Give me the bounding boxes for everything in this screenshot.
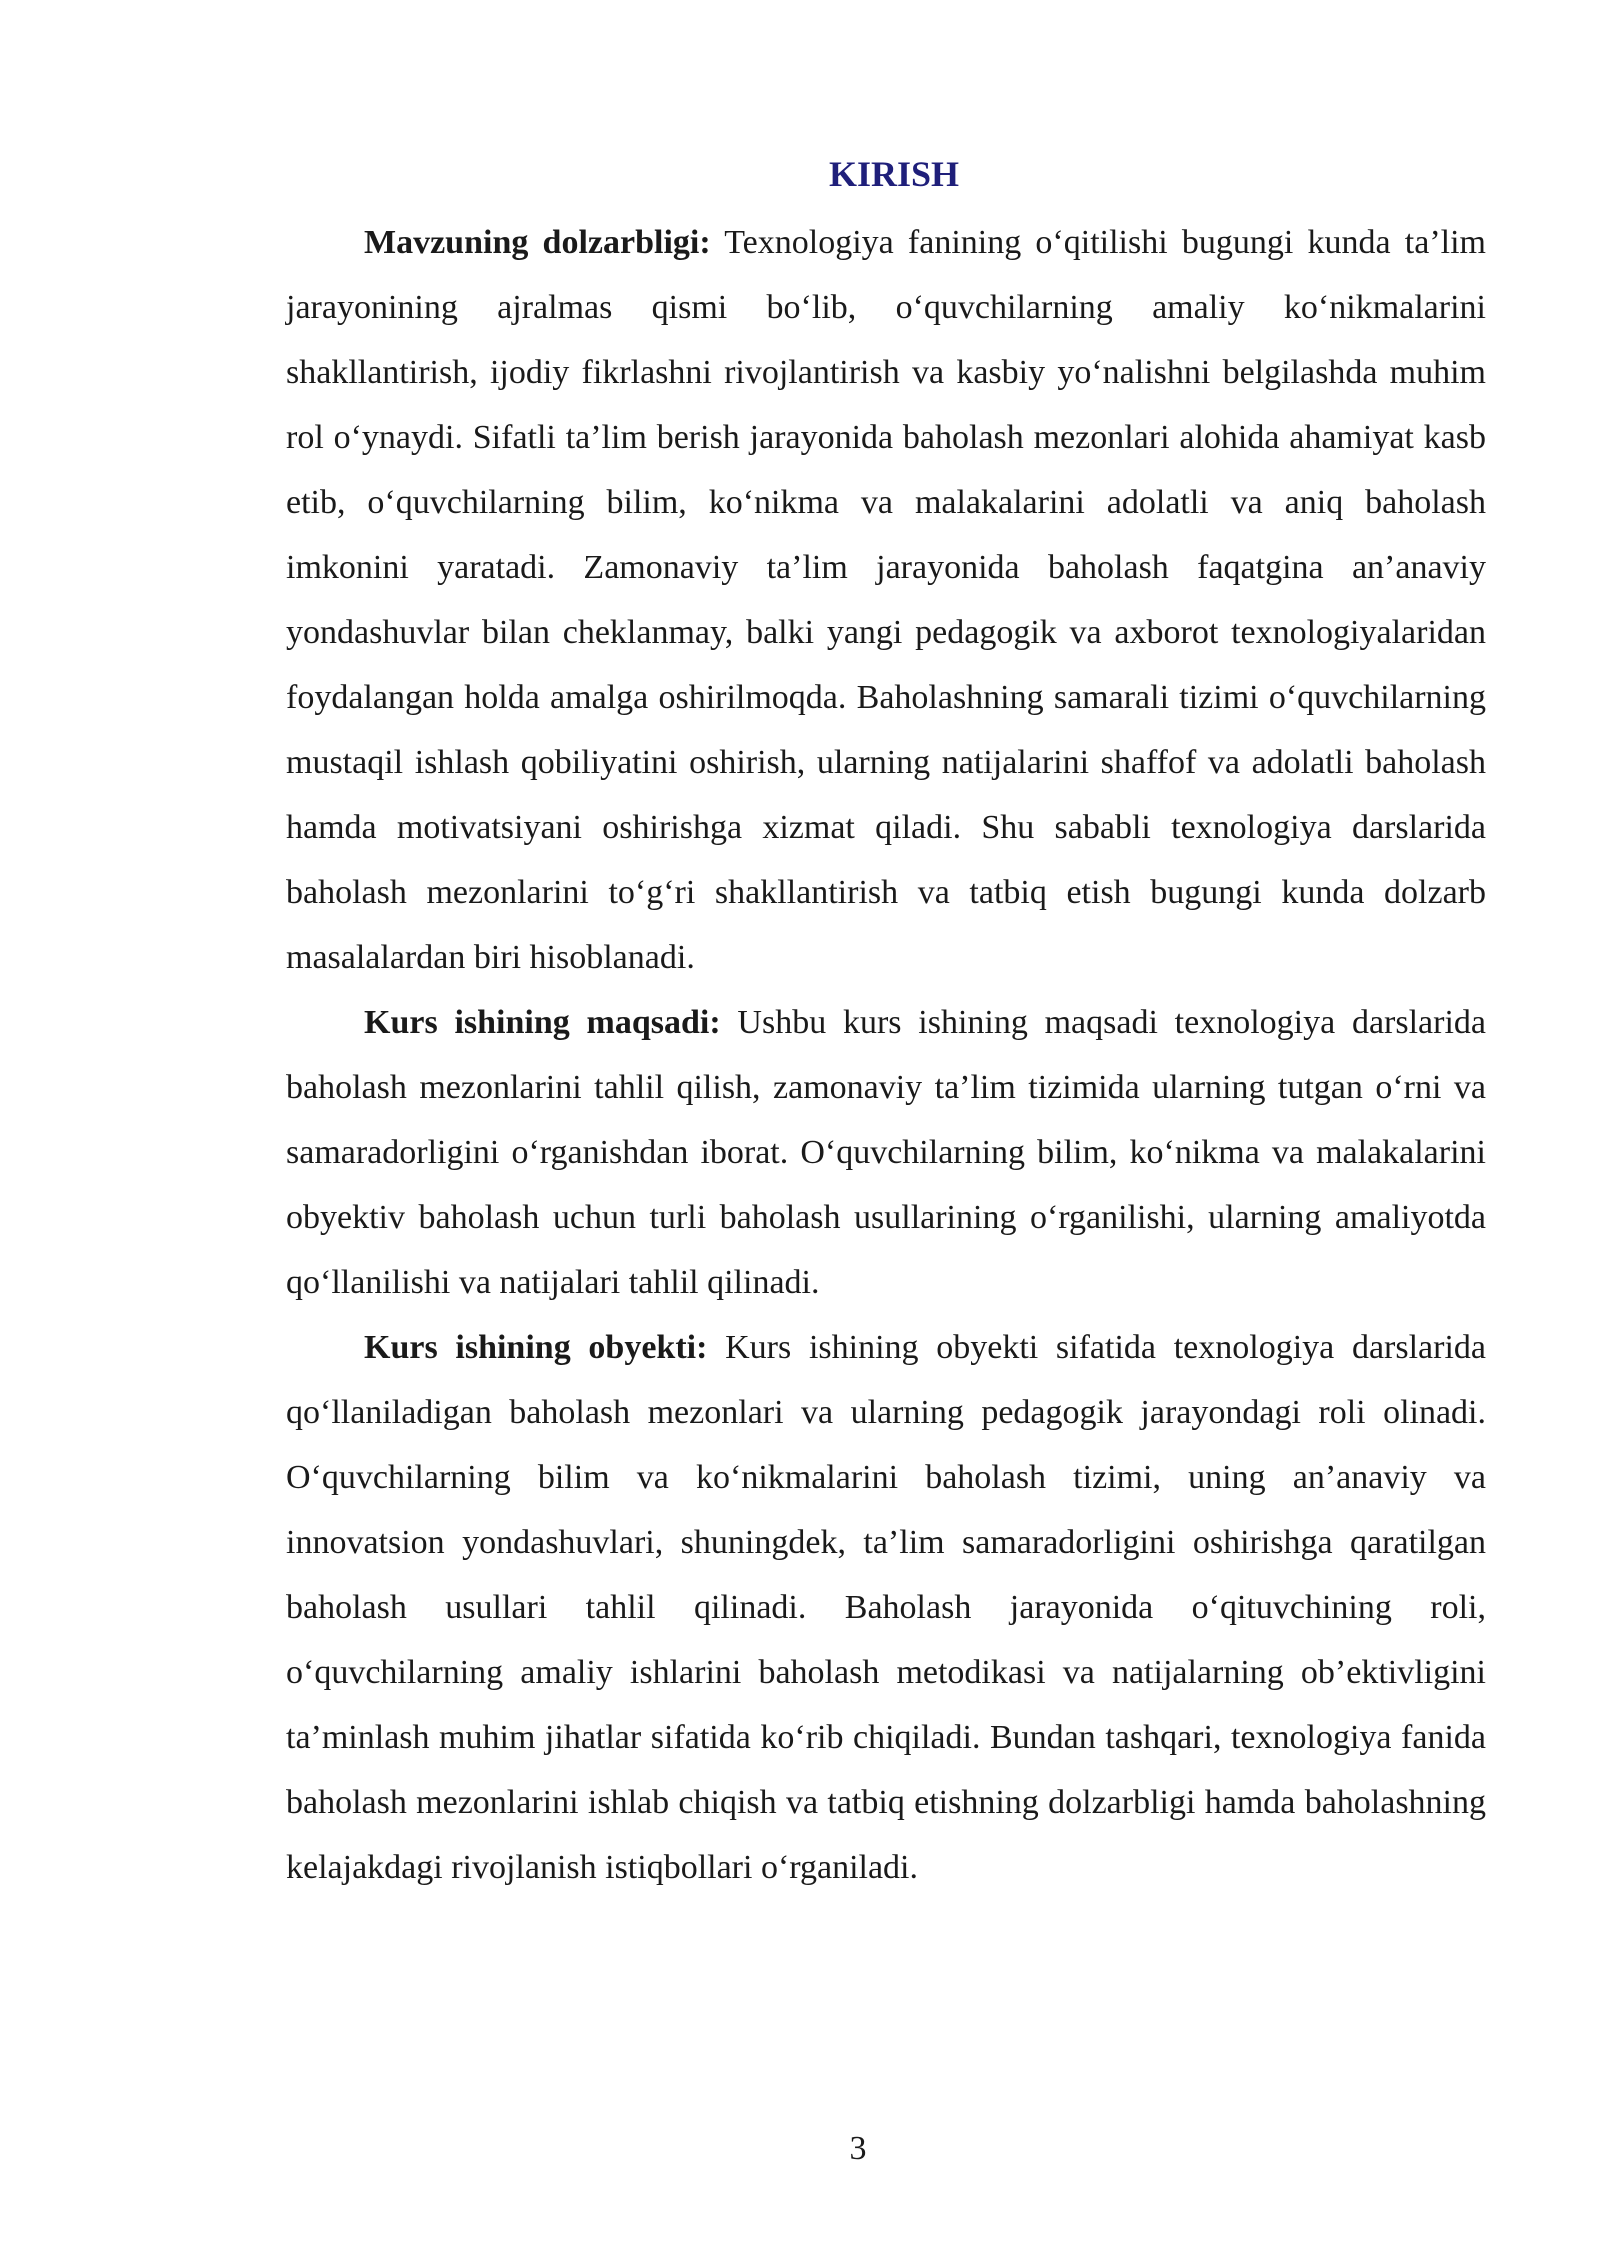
paragraph-lead: Kurs ishining obyekti: <box>364 1329 708 1366</box>
paragraph-object <box>286 1315 1486 1900</box>
document-body <box>286 210 1486 1900</box>
page-number: 3 <box>849 2130 867 2167</box>
paragraph-relevance <box>286 210 1486 990</box>
paragraph-goal <box>286 990 1486 1315</box>
paragraph-text: Ushbu kurs ishining maqsadi texnologiya darslarida baholash mezonlarini tahlil qilish, zamonaviy ta’lim tizimida ularning tutgan o‘rni va samaradorligini o‘rganishdan iborat. O‘quvchilarning bilim, ko‘nikma va malakalarini obyektiv baholash uchun turli baholash usullarining o‘rganilishi, ularning amaliyotda qo‘llanilishi va natijalari tahlil qilinadi. <box>286 1004 1486 1301</box>
paragraph-text: Texnologiya fanining o‘qitilishi bugungi kunda ta’lim jarayonining ajralmas qismi bo‘lib, o‘quvchilarning amaliy ko‘nikmalarini shakllantirish, ijodiy fikrlashni rivojlantirish va kasbiy yo‘nalishni belgilashda muhim rol o‘ynaydi. Sifatli ta’lim berish jarayonida baholash mezonlari alohida ahamiyat kasb etib, o‘quvchilarning bilim, ko‘nikma va malakalarini adolatli va aniq baholash imkonini yaratadi. Zamonaviy ta’lim jarayonida baholash faqatgina an’anaviy yondashuvlar bilan cheklanmay, balki yangi pedagogik va axborot texnologiyalaridan foydalangan holda amalga oshirilmoqda. Baholashning samarali tizimi o‘quvchilarning mustaqil ishlash qobiliyatini oshirish, ularning natijalarini shaffof va adolatli baholash hamda motivatsiyani oshirishga xizmat qiladi. Shu sababli texnologiya darslarida baholash mezonlarini to‘g‘ri shakllantirish va tatbiq etish bugungi kunda dolzarb masalalardan biri hisoblanadi. <box>286 224 1486 976</box>
section-title: KIRISH <box>828 154 960 194</box>
paragraph-lead: Mavzuning dolzarbligi: <box>364 224 711 261</box>
paragraph-lead: Kurs ishining maqsadi: <box>364 1004 721 1041</box>
paragraph-text: Kurs ishining obyekti sifatida texnologiya darslarida qo‘llaniladigan baholash mezonlari va ularning pedagogik jarayondagi roli olinadi. O‘quvchilarning bilim va ko‘nikmalarini baholash tizimi, uning an’anaviy va innovatsion yondashuvlari, shuningdek, ta’lim samaradorligini oshirishga qaratilgan baholash usullari tahlil qilinadi. Baholash jarayonida o‘qituvchining roli, o‘quvchilarning amaliy ishlarini baholash metodikasi va natijalarning ob’ektivligini ta’minlash muhim jihatlar sifatida ko‘rib chiqiladi. Bundan tashqari, texnologiya fanida baholash mezonlarini ishlab chiqish va tatbiq etishning dolzarbligi hamda baholashning kelajakdagi rivojlanish istiqbollari o‘rganiladi. <box>286 1329 1486 1886</box>
